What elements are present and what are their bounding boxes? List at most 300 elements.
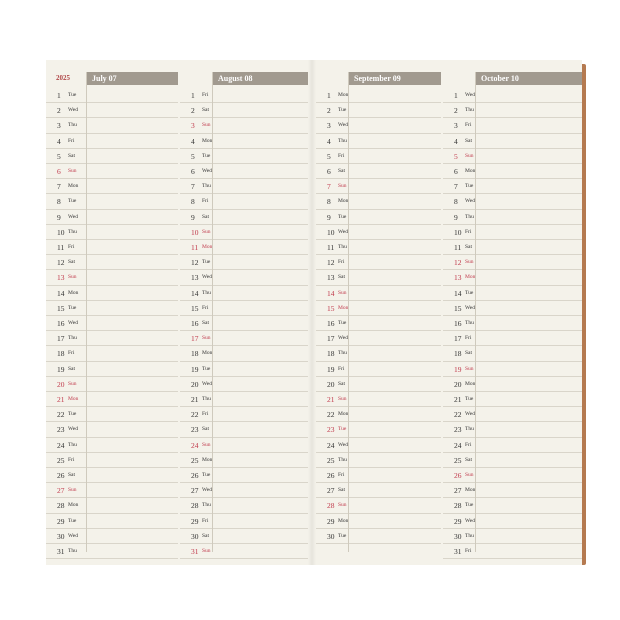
day-row[interactable] — [46, 362, 178, 377]
day-number: 18 — [454, 349, 462, 359]
date-column-divider — [475, 72, 476, 552]
day-number: 19 — [57, 364, 65, 374]
day-number: 1 — [454, 91, 458, 100]
day-row[interactable] — [316, 210, 441, 225]
day-row[interactable] — [180, 544, 308, 559]
weekday-label: Fri — [338, 259, 345, 266]
day-row[interactable] — [180, 103, 308, 118]
weekday-label: Sun — [465, 365, 474, 372]
day-row[interactable] — [443, 103, 582, 118]
day-row[interactable] — [316, 331, 441, 346]
day-number: 19 — [327, 364, 335, 374]
day-row[interactable] — [443, 529, 582, 544]
weekday-label: Sat — [68, 259, 76, 266]
day-row[interactable] — [316, 483, 441, 498]
day-number: 20 — [191, 379, 199, 389]
day-number: 27 — [57, 486, 65, 496]
day-number: 15 — [454, 303, 462, 313]
day-row[interactable] — [443, 286, 582, 301]
weekday-label: Tue — [202, 472, 211, 478]
weekday-label: Tue — [68, 304, 77, 311]
weekday-label: Wed — [465, 411, 475, 418]
day-row[interactable] — [46, 407, 178, 422]
day-row[interactable] — [180, 483, 308, 498]
weekday-label: Mon — [68, 289, 79, 296]
day-row[interactable] — [443, 316, 582, 331]
weekday-label: Tue — [338, 532, 347, 539]
day-row[interactable] — [46, 270, 178, 285]
day-number: 21 — [191, 395, 199, 404]
day-row[interactable] — [316, 529, 441, 544]
day-row[interactable] — [46, 422, 178, 437]
weekday-label: Tue — [338, 320, 347, 326]
day-number: 15 — [191, 303, 199, 313]
day-row[interactable] — [46, 225, 178, 240]
weekday-label: Tue — [68, 92, 77, 98]
day-row[interactable] — [46, 346, 178, 361]
day-row[interactable] — [46, 240, 178, 255]
weekday-label: Sat — [338, 274, 346, 281]
weekday-label: Wed — [68, 532, 78, 539]
day-row[interactable] — [316, 255, 441, 270]
day-number: 2 — [327, 106, 331, 116]
day-row[interactable] — [443, 240, 582, 255]
day-row[interactable] — [443, 88, 582, 103]
weekday-label: Tue — [338, 213, 347, 220]
day-row[interactable] — [46, 103, 178, 118]
weekday-label: Sun — [465, 152, 474, 159]
day-number: 15 — [327, 303, 335, 313]
day-row[interactable] — [46, 392, 178, 407]
day-row[interactable] — [46, 88, 178, 103]
date-column-divider — [86, 72, 87, 552]
weekday-label: Sat — [68, 152, 76, 159]
day-row[interactable] — [46, 149, 178, 164]
day-row[interactable] — [316, 179, 441, 194]
day-number: 21 — [327, 395, 335, 404]
day-number: 27 — [191, 486, 199, 496]
weekday-label: Tue — [68, 517, 77, 524]
weekday-label: Thu — [465, 213, 474, 220]
date-column-divider — [212, 72, 213, 552]
day-row[interactable] — [316, 498, 441, 513]
day-row[interactable] — [46, 468, 178, 483]
day-number: 4 — [191, 136, 195, 146]
day-row[interactable] — [46, 118, 178, 133]
day-row[interactable] — [180, 194, 308, 209]
day-number: 14 — [57, 288, 65, 298]
day-number: 17 — [57, 334, 65, 344]
day-number: 19 — [454, 364, 462, 374]
day-row[interactable] — [180, 88, 308, 103]
weekday-label: Thu — [202, 183, 211, 190]
day-row[interactable] — [443, 118, 582, 133]
day-number: 12 — [57, 258, 65, 268]
weekday-label: Mon — [68, 183, 79, 190]
day-number: 11 — [57, 243, 65, 252]
day-number: 10 — [57, 227, 65, 237]
day-row[interactable] — [316, 225, 441, 240]
day-row[interactable] — [46, 529, 178, 544]
weekday-label: Thu — [68, 548, 77, 554]
day-row[interactable] — [46, 514, 178, 529]
month-header: August 08 — [212, 72, 308, 85]
day-row[interactable] — [316, 149, 441, 164]
day-row[interactable] — [316, 362, 441, 377]
day-row[interactable] — [180, 529, 308, 544]
day-row[interactable] — [46, 164, 178, 179]
day-row[interactable] — [180, 164, 308, 179]
day-number: 9 — [191, 212, 195, 222]
day-row[interactable] — [443, 331, 582, 346]
weekday-label: Fri — [465, 228, 472, 235]
day-row[interactable] — [443, 498, 582, 513]
weekday-label: Sun — [202, 548, 211, 554]
day-number: 21 — [454, 395, 462, 404]
day-row[interactable] — [443, 544, 582, 559]
day-number: 29 — [327, 516, 335, 526]
day-number: 2 — [191, 106, 195, 116]
day-row[interactable] — [180, 149, 308, 164]
day-number: 13 — [327, 273, 335, 283]
day-row[interactable] — [316, 194, 441, 209]
day-row[interactable] — [316, 103, 441, 118]
weekday-label: Sat — [338, 380, 346, 387]
day-number: 8 — [57, 197, 61, 207]
weekday-label: Thu — [338, 244, 347, 250]
day-number: 10 — [454, 227, 462, 237]
day-number: 14 — [327, 288, 335, 298]
day-number: 26 — [191, 471, 199, 480]
day-row[interactable] — [316, 270, 441, 285]
day-number: 18 — [327, 349, 335, 359]
weekday-label: Thu — [465, 107, 474, 114]
weekday-label: Sun — [202, 122, 211, 129]
day-row[interactable] — [443, 194, 582, 209]
day-number: 8 — [454, 197, 458, 207]
day-number: 28 — [454, 501, 462, 511]
day-row[interactable] — [316, 514, 441, 529]
day-number: 23 — [327, 425, 335, 435]
day-number: 8 — [327, 197, 331, 207]
day-number: 27 — [327, 486, 335, 496]
weekday-label: Sat — [465, 456, 473, 463]
day-row[interactable] — [316, 134, 441, 149]
day-row[interactable] — [180, 316, 308, 331]
weekday-label: Sun — [338, 502, 347, 509]
day-row[interactable] — [316, 346, 441, 361]
weekday-label: Fri — [465, 335, 472, 342]
day-row[interactable] — [46, 255, 178, 270]
day-row[interactable] — [316, 392, 441, 407]
day-row[interactable] — [46, 331, 178, 346]
day-number: 20 — [327, 379, 335, 389]
day-row[interactable] — [180, 270, 308, 285]
day-row[interactable] — [180, 514, 308, 529]
day-row[interactable] — [443, 149, 582, 164]
weekday-label: Wed — [465, 92, 475, 98]
day-row[interactable] — [46, 194, 178, 209]
day-number: 11 — [191, 243, 199, 252]
day-row[interactable] — [180, 468, 308, 483]
day-number: 29 — [454, 516, 462, 526]
day-number: 12 — [327, 258, 335, 268]
day-row[interactable] — [180, 134, 308, 149]
day-row[interactable] — [46, 286, 178, 301]
day-row[interactable] — [180, 225, 308, 240]
day-number: 3 — [191, 121, 195, 131]
day-row[interactable] — [180, 392, 308, 407]
weekday-label: Sun — [68, 380, 77, 387]
weekday-label: Thu — [202, 289, 211, 296]
day-number: 14 — [191, 288, 199, 298]
month-header: October 10 — [475, 72, 582, 85]
day-row[interactable] — [180, 346, 308, 361]
day-row[interactable] — [180, 438, 308, 453]
day-row[interactable] — [46, 498, 178, 513]
year-label: 2025 — [56, 74, 70, 82]
day-row[interactable] — [180, 255, 308, 270]
day-row[interactable] — [180, 286, 308, 301]
day-number: 28 — [191, 501, 199, 511]
weekday-label: Fri — [202, 411, 209, 418]
day-row[interactable] — [180, 301, 308, 316]
day-row[interactable] — [46, 210, 178, 225]
day-number: 30 — [454, 531, 462, 541]
day-number: 6 — [454, 167, 458, 176]
day-number: 26 — [327, 471, 335, 480]
weekday-label: Thu — [338, 350, 347, 357]
day-row[interactable] — [180, 422, 308, 437]
day-number: 31 — [57, 547, 65, 556]
day-row[interactable] — [316, 164, 441, 179]
day-number: 13 — [454, 273, 462, 283]
cover-edge — [582, 64, 586, 565]
day-row[interactable] — [46, 134, 178, 149]
day-row[interactable] — [443, 392, 582, 407]
day-row[interactable] — [316, 286, 441, 301]
page-gutter — [308, 60, 316, 565]
day-row[interactable] — [46, 438, 178, 453]
day-row[interactable] — [443, 377, 582, 392]
date-column-divider — [348, 72, 349, 552]
day-number: 1 — [191, 91, 195, 100]
weekday-label: Sun — [338, 396, 347, 402]
day-row[interactable] — [443, 483, 582, 498]
weekday-label: Sat — [202, 320, 210, 326]
weekday-label: Sat — [202, 107, 210, 114]
day-number: 2 — [454, 106, 458, 116]
day-number: 22 — [191, 410, 199, 420]
day-number: 9 — [454, 212, 458, 222]
weekday-label: Mon — [338, 411, 349, 418]
day-row[interactable] — [316, 118, 441, 133]
weekday-label: Sun — [338, 289, 347, 296]
day-number: 13 — [57, 273, 65, 283]
day-number: 27 — [454, 486, 462, 496]
day-row[interactable] — [180, 498, 308, 513]
day-number: 21 — [57, 395, 65, 404]
weekday-label: Sat — [465, 137, 473, 144]
weekday-label: Wed — [202, 487, 212, 494]
day-row[interactable] — [46, 453, 178, 468]
weekday-label: Mon — [202, 350, 213, 357]
day-row[interactable] — [316, 407, 441, 422]
day-number: 19 — [191, 364, 199, 374]
weekday-label: Thu — [68, 228, 77, 235]
day-number: 7 — [57, 182, 61, 192]
day-row[interactable] — [180, 240, 308, 255]
day-row[interactable] — [443, 225, 582, 240]
day-number: 1 — [57, 91, 61, 100]
day-number: 6 — [57, 167, 61, 176]
weekday-label: Tue — [465, 502, 474, 509]
day-row[interactable] — [443, 255, 582, 270]
weekday-label: Tue — [465, 396, 474, 402]
day-row[interactable] — [443, 422, 582, 437]
day-row[interactable] — [443, 164, 582, 179]
day-row[interactable] — [46, 377, 178, 392]
day-row[interactable] — [316, 468, 441, 483]
weekday-label: Sun — [202, 441, 211, 448]
day-row[interactable] — [180, 377, 308, 392]
day-row[interactable] — [46, 301, 178, 316]
weekday-label: Thu — [465, 532, 474, 539]
day-number: 24 — [454, 440, 462, 450]
day-row[interactable] — [180, 331, 308, 346]
day-row[interactable] — [180, 453, 308, 468]
day-number: 23 — [57, 425, 65, 435]
day-number: 28 — [57, 501, 65, 511]
weekday-label: Mon — [465, 487, 476, 494]
day-number: 16 — [454, 319, 462, 328]
day-number: 25 — [327, 455, 335, 465]
weekday-label: Wed — [465, 517, 475, 524]
day-number: 4 — [327, 136, 331, 146]
day-row[interactable] — [443, 210, 582, 225]
weekday-label: Fri — [68, 456, 75, 463]
weekday-label: Mon — [68, 502, 79, 509]
weekday-label: Sat — [202, 532, 210, 539]
day-row[interactable] — [443, 270, 582, 285]
day-number: 16 — [327, 319, 335, 328]
day-number: 30 — [57, 531, 65, 541]
day-number: 10 — [191, 227, 199, 237]
day-row[interactable] — [46, 544, 178, 559]
day-row[interactable] — [316, 316, 441, 331]
day-number: 25 — [191, 455, 199, 465]
day-number: 3 — [454, 121, 458, 131]
day-number: 22 — [57, 410, 65, 420]
weekday-label: Sat — [68, 472, 76, 478]
weekday-label: Sat — [68, 365, 76, 372]
day-row[interactable] — [443, 453, 582, 468]
weekday-label: Mon — [202, 244, 213, 250]
weekday-label: Mon — [338, 198, 349, 205]
day-row[interactable] — [46, 483, 178, 498]
weekday-label: Thu — [338, 137, 347, 144]
day-number: 9 — [327, 212, 331, 222]
day-row[interactable] — [316, 240, 441, 255]
weekday-label: Thu — [202, 502, 211, 509]
weekday-label: Wed — [338, 122, 348, 129]
weekday-label: Mon — [338, 517, 349, 524]
day-number: 24 — [57, 440, 65, 450]
weekday-label: Fri — [202, 198, 209, 205]
day-row[interactable] — [180, 407, 308, 422]
day-number: 15 — [57, 303, 65, 313]
day-row[interactable] — [443, 468, 582, 483]
weekday-label: Mon — [202, 456, 213, 463]
day-number: 26 — [454, 471, 462, 480]
weekday-label: Wed — [202, 168, 212, 174]
weekday-label: Sat — [202, 426, 210, 433]
day-number: 26 — [57, 471, 65, 480]
weekday-label: Wed — [68, 213, 78, 220]
day-number: 31 — [454, 547, 462, 556]
day-number: 24 — [327, 440, 335, 450]
weekday-label: Tue — [338, 107, 347, 114]
day-row[interactable] — [316, 301, 441, 316]
weekday-label: Mon — [465, 168, 476, 174]
day-row[interactable] — [443, 438, 582, 453]
day-row[interactable] — [180, 362, 308, 377]
weekday-label: Sat — [338, 487, 346, 494]
weekday-label: Thu — [68, 122, 77, 129]
day-number: 6 — [327, 167, 331, 176]
day-number: 18 — [57, 349, 65, 359]
day-number: 9 — [57, 212, 61, 222]
day-row[interactable] — [316, 438, 441, 453]
day-number: 30 — [191, 531, 199, 541]
day-row[interactable] — [443, 134, 582, 149]
day-number: 17 — [327, 334, 335, 344]
weekday-label: Mon — [202, 137, 213, 144]
day-number: 3 — [327, 121, 331, 131]
weekday-label: Wed — [68, 320, 78, 326]
day-row[interactable] — [180, 118, 308, 133]
day-row[interactable] — [443, 346, 582, 361]
day-row[interactable] — [443, 362, 582, 377]
day-row[interactable] — [316, 377, 441, 392]
day-number: 18 — [191, 349, 199, 359]
weekday-label: Wed — [202, 274, 212, 281]
day-number: 23 — [191, 425, 199, 435]
weekday-label: Sat — [202, 213, 210, 220]
weekday-label: Mon — [465, 274, 476, 281]
day-row[interactable] — [443, 301, 582, 316]
day-number: 14 — [454, 288, 462, 298]
day-row[interactable] — [443, 179, 582, 194]
day-number: 22 — [327, 410, 335, 420]
day-row[interactable] — [316, 422, 441, 437]
day-row[interactable] — [180, 210, 308, 225]
day-row[interactable] — [443, 514, 582, 529]
day-row[interactable] — [443, 407, 582, 422]
day-row[interactable] — [46, 179, 178, 194]
day-row[interactable] — [316, 88, 441, 103]
weekday-label: Mon — [68, 396, 79, 402]
day-number: 3 — [57, 121, 61, 131]
day-row[interactable] — [316, 453, 441, 468]
weekday-label: Sat — [465, 350, 473, 357]
day-number: 4 — [57, 136, 61, 146]
weekday-label: Tue — [465, 289, 474, 296]
weekday-label: Sun — [68, 274, 77, 281]
day-row[interactable] — [46, 316, 178, 331]
day-row[interactable] — [180, 179, 308, 194]
planner-spread — [46, 60, 582, 565]
